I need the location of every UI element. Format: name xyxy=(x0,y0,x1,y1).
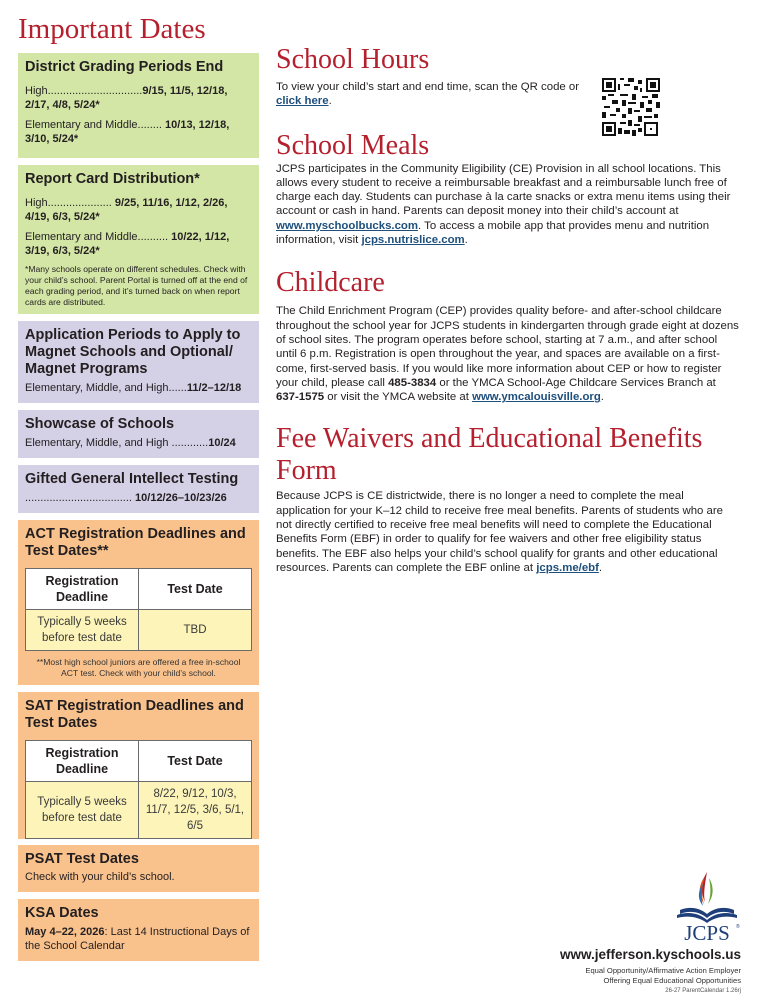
grading-elem-line: Elementary and Middle........ 10/13, 12/18, 3/10, 5/24* xyxy=(25,119,230,145)
document-code: 26-27 ParentCalendar 1.26rj xyxy=(665,988,741,994)
jcps-logo xyxy=(672,870,742,945)
school-hours-heading: School Hours xyxy=(276,44,430,75)
qr-code-icon[interactable] xyxy=(602,78,660,136)
myschoolbucks-link[interactable]: www.myschoolbucks.com xyxy=(276,219,418,232)
application-periods-box xyxy=(18,321,259,403)
svg-text:JCPS: JCPS xyxy=(684,921,730,945)
childcare-heading: Childcare xyxy=(276,267,385,299)
act-table xyxy=(25,568,252,651)
report-elem-line: Elementary and Middle.......... 10/22, 1/12, 3/19, 6/3, 5/24* xyxy=(25,231,230,257)
important-dates-column xyxy=(18,0,259,968)
fee-waivers-section xyxy=(276,423,741,575)
act-heading: ACT Registration Deadlines and Test Dates** xyxy=(25,526,246,559)
gifted-heading: Gifted General Intellect Testing xyxy=(25,471,239,487)
ebf-link[interactable]: jcps.me/ebf xyxy=(536,561,599,574)
eo-line-2: Offering Equal Educational Opportunities xyxy=(603,975,741,985)
act-row-deadline: Typically 5 weeks before test date xyxy=(26,610,139,651)
school-meals-text: JCPS participates in the Community Eligibility (CE) Provision in all school locations. This allows every student to receive a reimbursable breakfast and a reimbursable lunch free of charge each day. Students can purchase à la carte snacks or extra menu items using their account or cash in hand. Parents can deposit money into their child’s account at www.myschoolbucks.com. To access a mobile app that provides menu and nutrition information, visit jcps.nutrislice.com. xyxy=(276,162,731,247)
showcase-line: Elementary, Middle, and High ............10/24 xyxy=(25,437,236,449)
report-heading: Report Card Distribution* xyxy=(25,171,200,187)
sat-heading: SAT Registration Deadlines and Test Dates xyxy=(25,698,244,731)
svg-text:®: ® xyxy=(736,924,740,930)
grading-heading: District Grading Periods End xyxy=(25,59,224,75)
showcase-box xyxy=(18,410,259,458)
grading-periods-box xyxy=(18,53,259,158)
sat-table xyxy=(25,740,252,839)
website-url[interactable]: www.jefferson.kyschools.us xyxy=(559,947,741,962)
school-meals-section xyxy=(276,130,741,248)
sat-box xyxy=(18,692,259,839)
act-box xyxy=(18,520,259,685)
fee-waivers-heading: Fee Waivers and Educational Benefits Form xyxy=(276,423,703,487)
page-title: Important Dates xyxy=(18,13,206,45)
report-note: *Many schools operate on different schedules. Check with your child’s school. Parent Portal is turned off at the end of each grading period, and it’s turned back on when report cards are distributed. xyxy=(25,264,248,307)
info-column xyxy=(276,0,741,575)
nutrislice-link[interactable]: jcps.nutrislice.com xyxy=(361,234,465,247)
school-hours-text: To view your child’s start and end time, scan the QR code or click here. xyxy=(276,81,580,108)
ksa-box xyxy=(18,899,259,961)
school-meals-heading: School Meals xyxy=(276,129,430,161)
application-heading: Application Periods to Apply to Magnet Schools and Optional/ Magnet Programs xyxy=(25,327,241,377)
eo-line-1: Equal Opportunity/Affirmative Action Employer xyxy=(585,966,741,975)
act-col-testdate: Test Date xyxy=(139,569,252,610)
act-note: **Most high school juniors are offered a free in-school ACT test. Check with your child’s school. xyxy=(36,657,241,678)
application-line: Elementary, Middle, and High......11/2–12/18 xyxy=(25,382,242,394)
childcare-text: The Child Enrichment Program (CEP) provides quality before- and after-school childcare throughout the school year for JCPS students in kindergarten through grade eight at dozens of school sites. The program operates before school, starting at 7 a.m., and after school until 6 p.m. Registration is open throughout the year, and spaces are available on a first-come, first-served basis. If you would like more information about CEP or how to register your child, please call 485-3834 or the YMCA School-Age Childcare Services Branch at 637-1575 or visit the YMCA website at www.ymcalouisville.org. xyxy=(276,305,739,404)
act-row-date: TBD xyxy=(139,610,252,651)
showcase-heading: Showcase of Schools xyxy=(25,416,175,432)
report-high-line: High..................... 9/25, 11/16, 1/12, 2/26, 4/19, 6/3, 5/24* xyxy=(25,197,228,223)
ksa-heading: KSA Dates xyxy=(25,905,99,921)
sat-col-deadline: Registration Deadline xyxy=(26,741,139,782)
click-here-link[interactable]: click here xyxy=(276,95,329,108)
footer xyxy=(560,946,741,995)
fee-waivers-text: Because JCPS is CE districtwide, there is no longer a need to complete the meal application for your K–12 child to receive free meal benefits. Parents of students who are not directly certified to receive free meal benefits will need to complete the Educational Benefits Form (EBF) in order to qualify for fee waivers and other free eligibility status benefits. The EBF also helps your child’s school qualify for grants and other educational resources. Parents can complete the EBF online at jcps.me/ebf. xyxy=(276,490,724,574)
act-col-deadline: Registration Deadline xyxy=(26,569,139,610)
gifted-testing-box xyxy=(18,465,259,513)
psat-box xyxy=(18,845,259,892)
gifted-line: ................................... 10/12/26–10/23/26 xyxy=(25,492,227,504)
sat-row-date: 8/22, 9/12, 10/3, 11/7, 12/5, 3/6, 5/1, 6/5 xyxy=(139,782,252,839)
sat-col-testdate: Test Date xyxy=(139,741,252,782)
ksa-text: May 4–22, 2026: Last 14 Instructional Days of the School Calendar xyxy=(25,926,250,952)
ymca-link[interactable]: www.ymcalouisville.org xyxy=(472,391,601,404)
psat-text: Check with your child’s school. xyxy=(25,871,175,883)
report-card-box xyxy=(18,165,259,314)
school-hours-section xyxy=(276,44,741,109)
grading-high-line: High...............................9/15, 11/5, 12/18, 2/17, 4/8, 5/24* xyxy=(25,85,228,111)
sat-row-deadline: Typically 5 weeks before test date xyxy=(26,782,139,839)
childcare-section xyxy=(276,267,741,404)
psat-heading: PSAT Test Dates xyxy=(25,851,139,867)
